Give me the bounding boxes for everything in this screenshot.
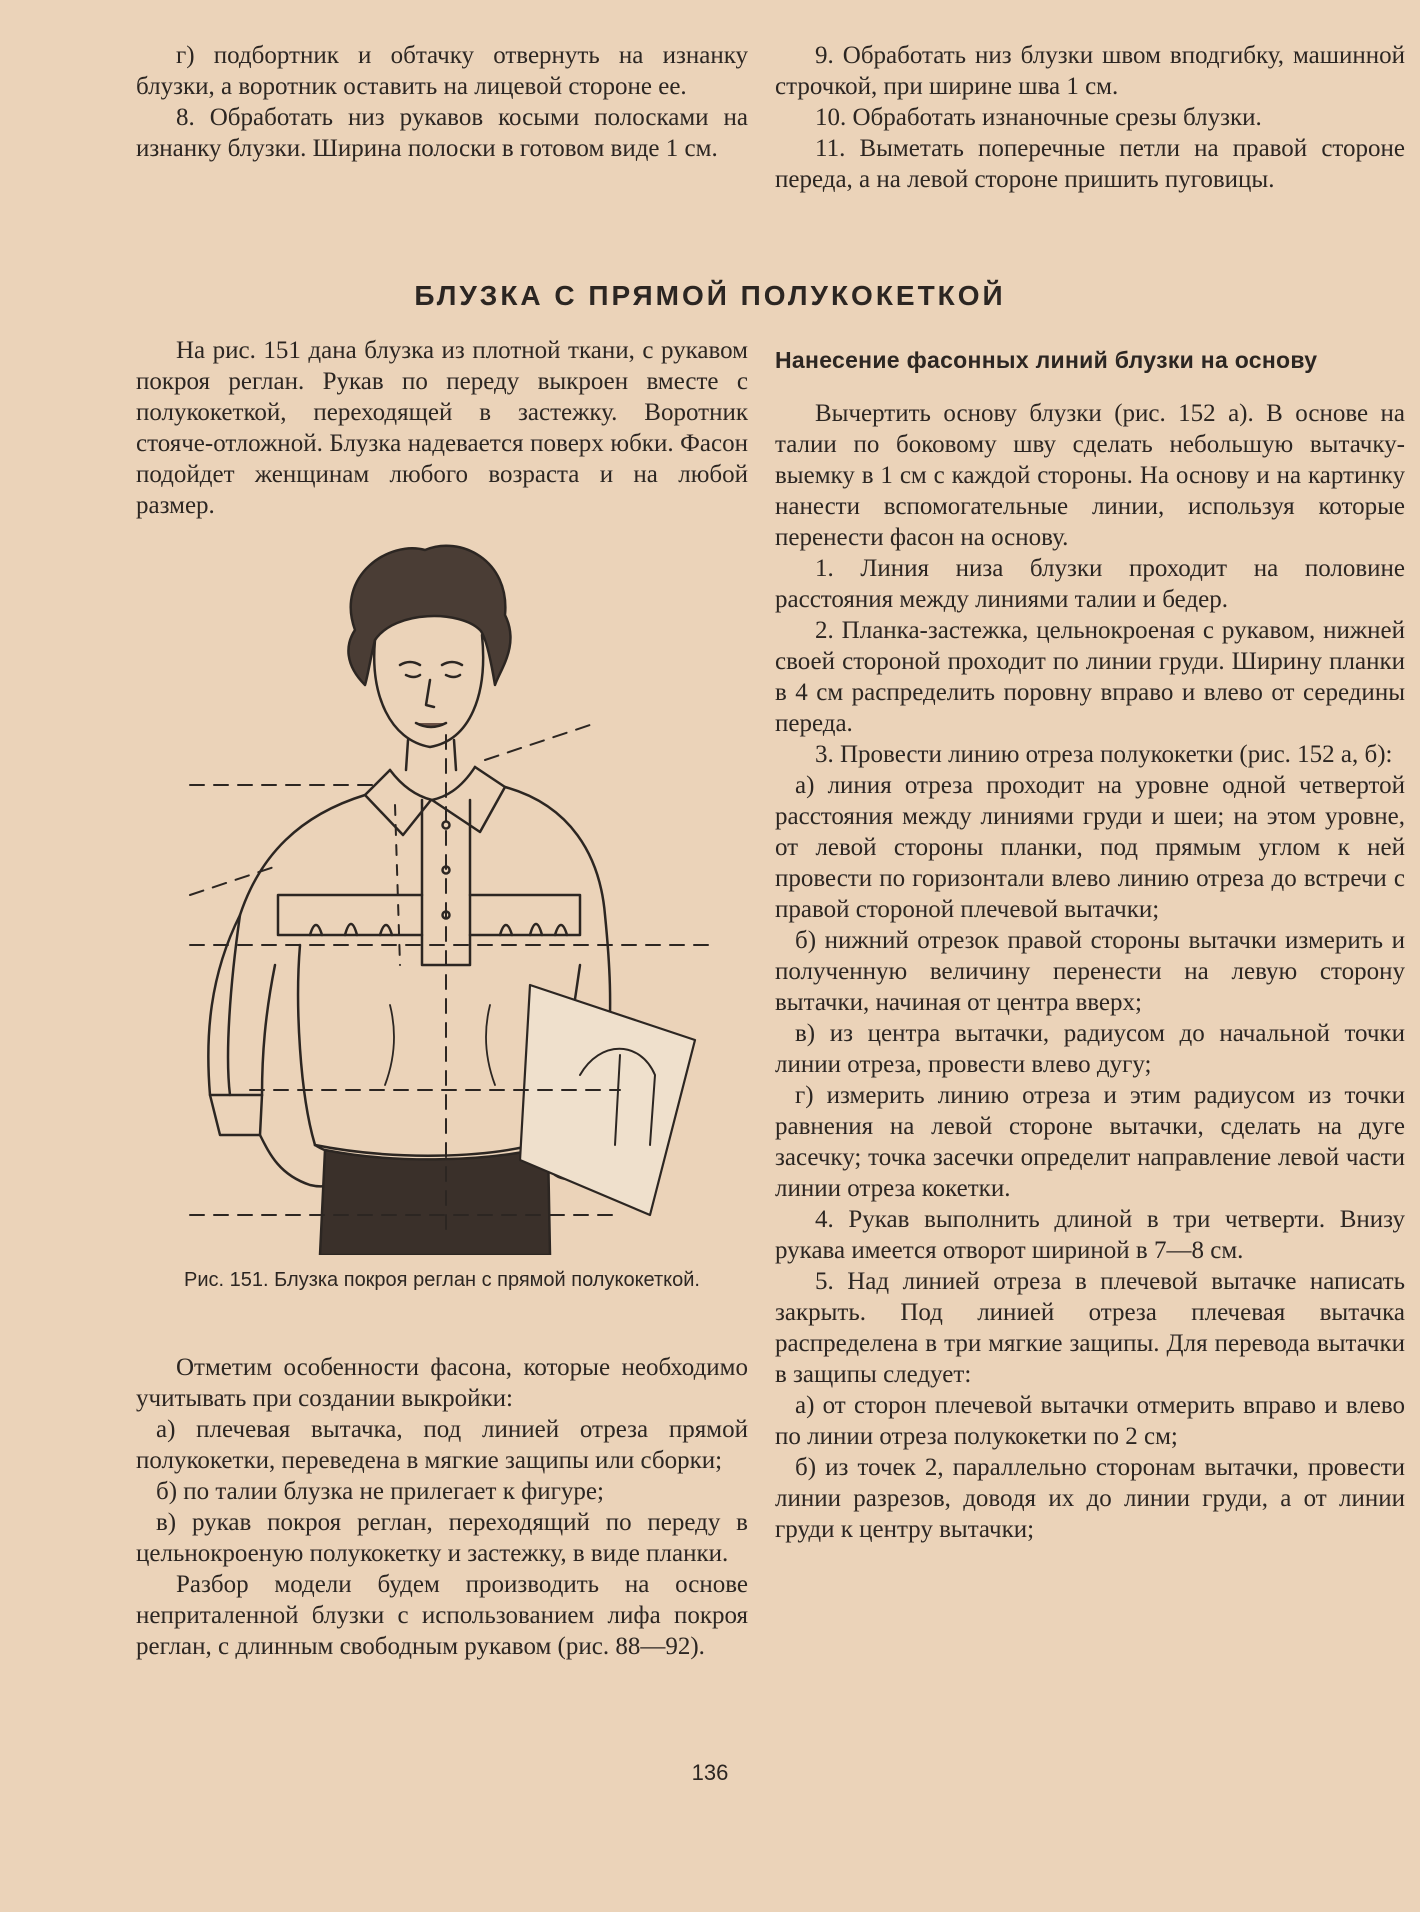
paragraph: 8. Обработать низ рукавов косыми полосками на изнанку блузки. Ширина полоски в готовом виде 1 см.	[136, 104, 748, 162]
list-item: в) рукав покроя реглан, переходящий по переду в цельнокроеную полукокетку и застежку, в виде планки.	[136, 1509, 748, 1567]
paragraph: Отметим особенности фасона, которые необходимо учитывать при создании выкройки:	[136, 1354, 748, 1412]
paragraph: 9. Обработать низ блузки швом вподгибку, машинной строчкой, при ширине шва 1 см.	[775, 42, 1405, 100]
blouse-illustration	[150, 535, 730, 1255]
list-item: а) плечевая вытачка, под линией отреза прямой полукокетки, переведена в мягкие защипы или сборки;	[136, 1416, 748, 1474]
paragraph: 5. Над линией отреза в плечевой вытачке написать закрыть. Под линией отреза плечевая вытачка распределена в три мягкие защипы. Для перевода вытачки в защипы следует:	[775, 1268, 1405, 1388]
paragraph: На рис. 151 дана блузка из плотной ткани, с рукавом покроя реглан. Рукав по переду выкроен вместе с полукокеткой, переходящей в застежку. Воротник стояче-отложной. Блузка надевается поверх юбки. Фасон подойдет женщинам любого возраста и на любой размер.	[136, 337, 748, 519]
top-right-column	[775, 40, 1405, 195]
paragraph: 10. Обработать изнаночные срезы блузки.	[815, 104, 1262, 131]
list-item: а) линия отреза проходит на уровне одной четвертой расстояния между линиями груди и шеи; на этом уровне, от левой стороны планки, под прямым углом к ней провести по горизонтали влево линию отреза до встречи с правой стороной плечевой вытачки;	[775, 772, 1405, 923]
list-item: б) нижний отрезок правой стороны вытачки измерить и полученную величину перенести на левую сторону вытачки, начиная от центра вверх;	[775, 927, 1405, 1016]
paragraph: 2. Планка-застежка, цельнокроеная с рукавом, нижней своей стороной проходит по линии груди. Ширину планки в 4 см распределить поровну вправо и влево от середины переда.	[775, 617, 1405, 737]
section-title: БЛУЗКА С ПРЯМОЙ ПОЛУКОКЕТКОЙ	[414, 280, 1006, 311]
list-item: б) по талии блузка не прилегает к фигуре;	[156, 1478, 604, 1505]
top-left-column	[136, 40, 748, 164]
subheading: Нанесение фасонных линий блузки на основу	[775, 347, 1318, 373]
bottom-left-column	[136, 1352, 748, 1662]
intro-paragraph	[136, 335, 748, 521]
list-item: а) от сторон плечевой вытачки отмерить вправо и влево по линии отреза полукокетки по 2 см;	[775, 1392, 1405, 1450]
paragraph: 4. Рукав выполнить длиной в три четверти. Внизу рукава имеется отворот шириной в 7—8 см.	[775, 1206, 1405, 1264]
list-item: г) измерить линию отреза и этим радиусом из точки равнения на левой стороне вытачки, сделать на дуге засечку; точка засечки определит направление левой части линии отреза кокетки.	[775, 1082, 1405, 1202]
paragraph: Вычертить основу блузки (рис. 152 а). В основе на талии по боковому шву сделать небольшую вытачку-выемку в 1 см с каждой стороны. На основу и на картинку нанести вспомогательные линии, используя которые перенести фасон на основу.	[775, 400, 1405, 551]
paragraph: 11. Выметать поперечные петли на правой стороне переда, а на левой стороне пришить пуговицы.	[775, 135, 1405, 193]
paragraph: 1. Линия низа блузки проходит на половине расстояния между линиями талии и бедер.	[775, 555, 1405, 613]
right-main-column	[775, 345, 1405, 1545]
list-item: б) из точек 2, параллельно сторонам вытачки, провести линии разрезов, доводя их до линии груди, а от линии груди к центру вытачки;	[775, 1454, 1405, 1543]
figure-caption: Рис. 151. Блузка покроя реглан с прямой полукокеткой.	[184, 1269, 700, 1291]
paragraph: г) подбортник и обтачку отвернуть на изнанку блузки, а воротник оставить на лицевой стороне ее.	[136, 42, 748, 100]
page-number: 136	[691, 1760, 729, 1785]
paragraph: 3. Провести линию отреза полукокетки (рис. 152 а, б):	[815, 741, 1393, 768]
list-item: в) из центра вытачки, радиусом до начальной точки линии отреза, провести влево дугу;	[775, 1020, 1405, 1078]
paragraph: Разбор модели будем производить на основе неприталенной блузки с использованием лифа покроя реглан, с длинным свободным рукавом (рис. 88—92).	[136, 1571, 748, 1660]
